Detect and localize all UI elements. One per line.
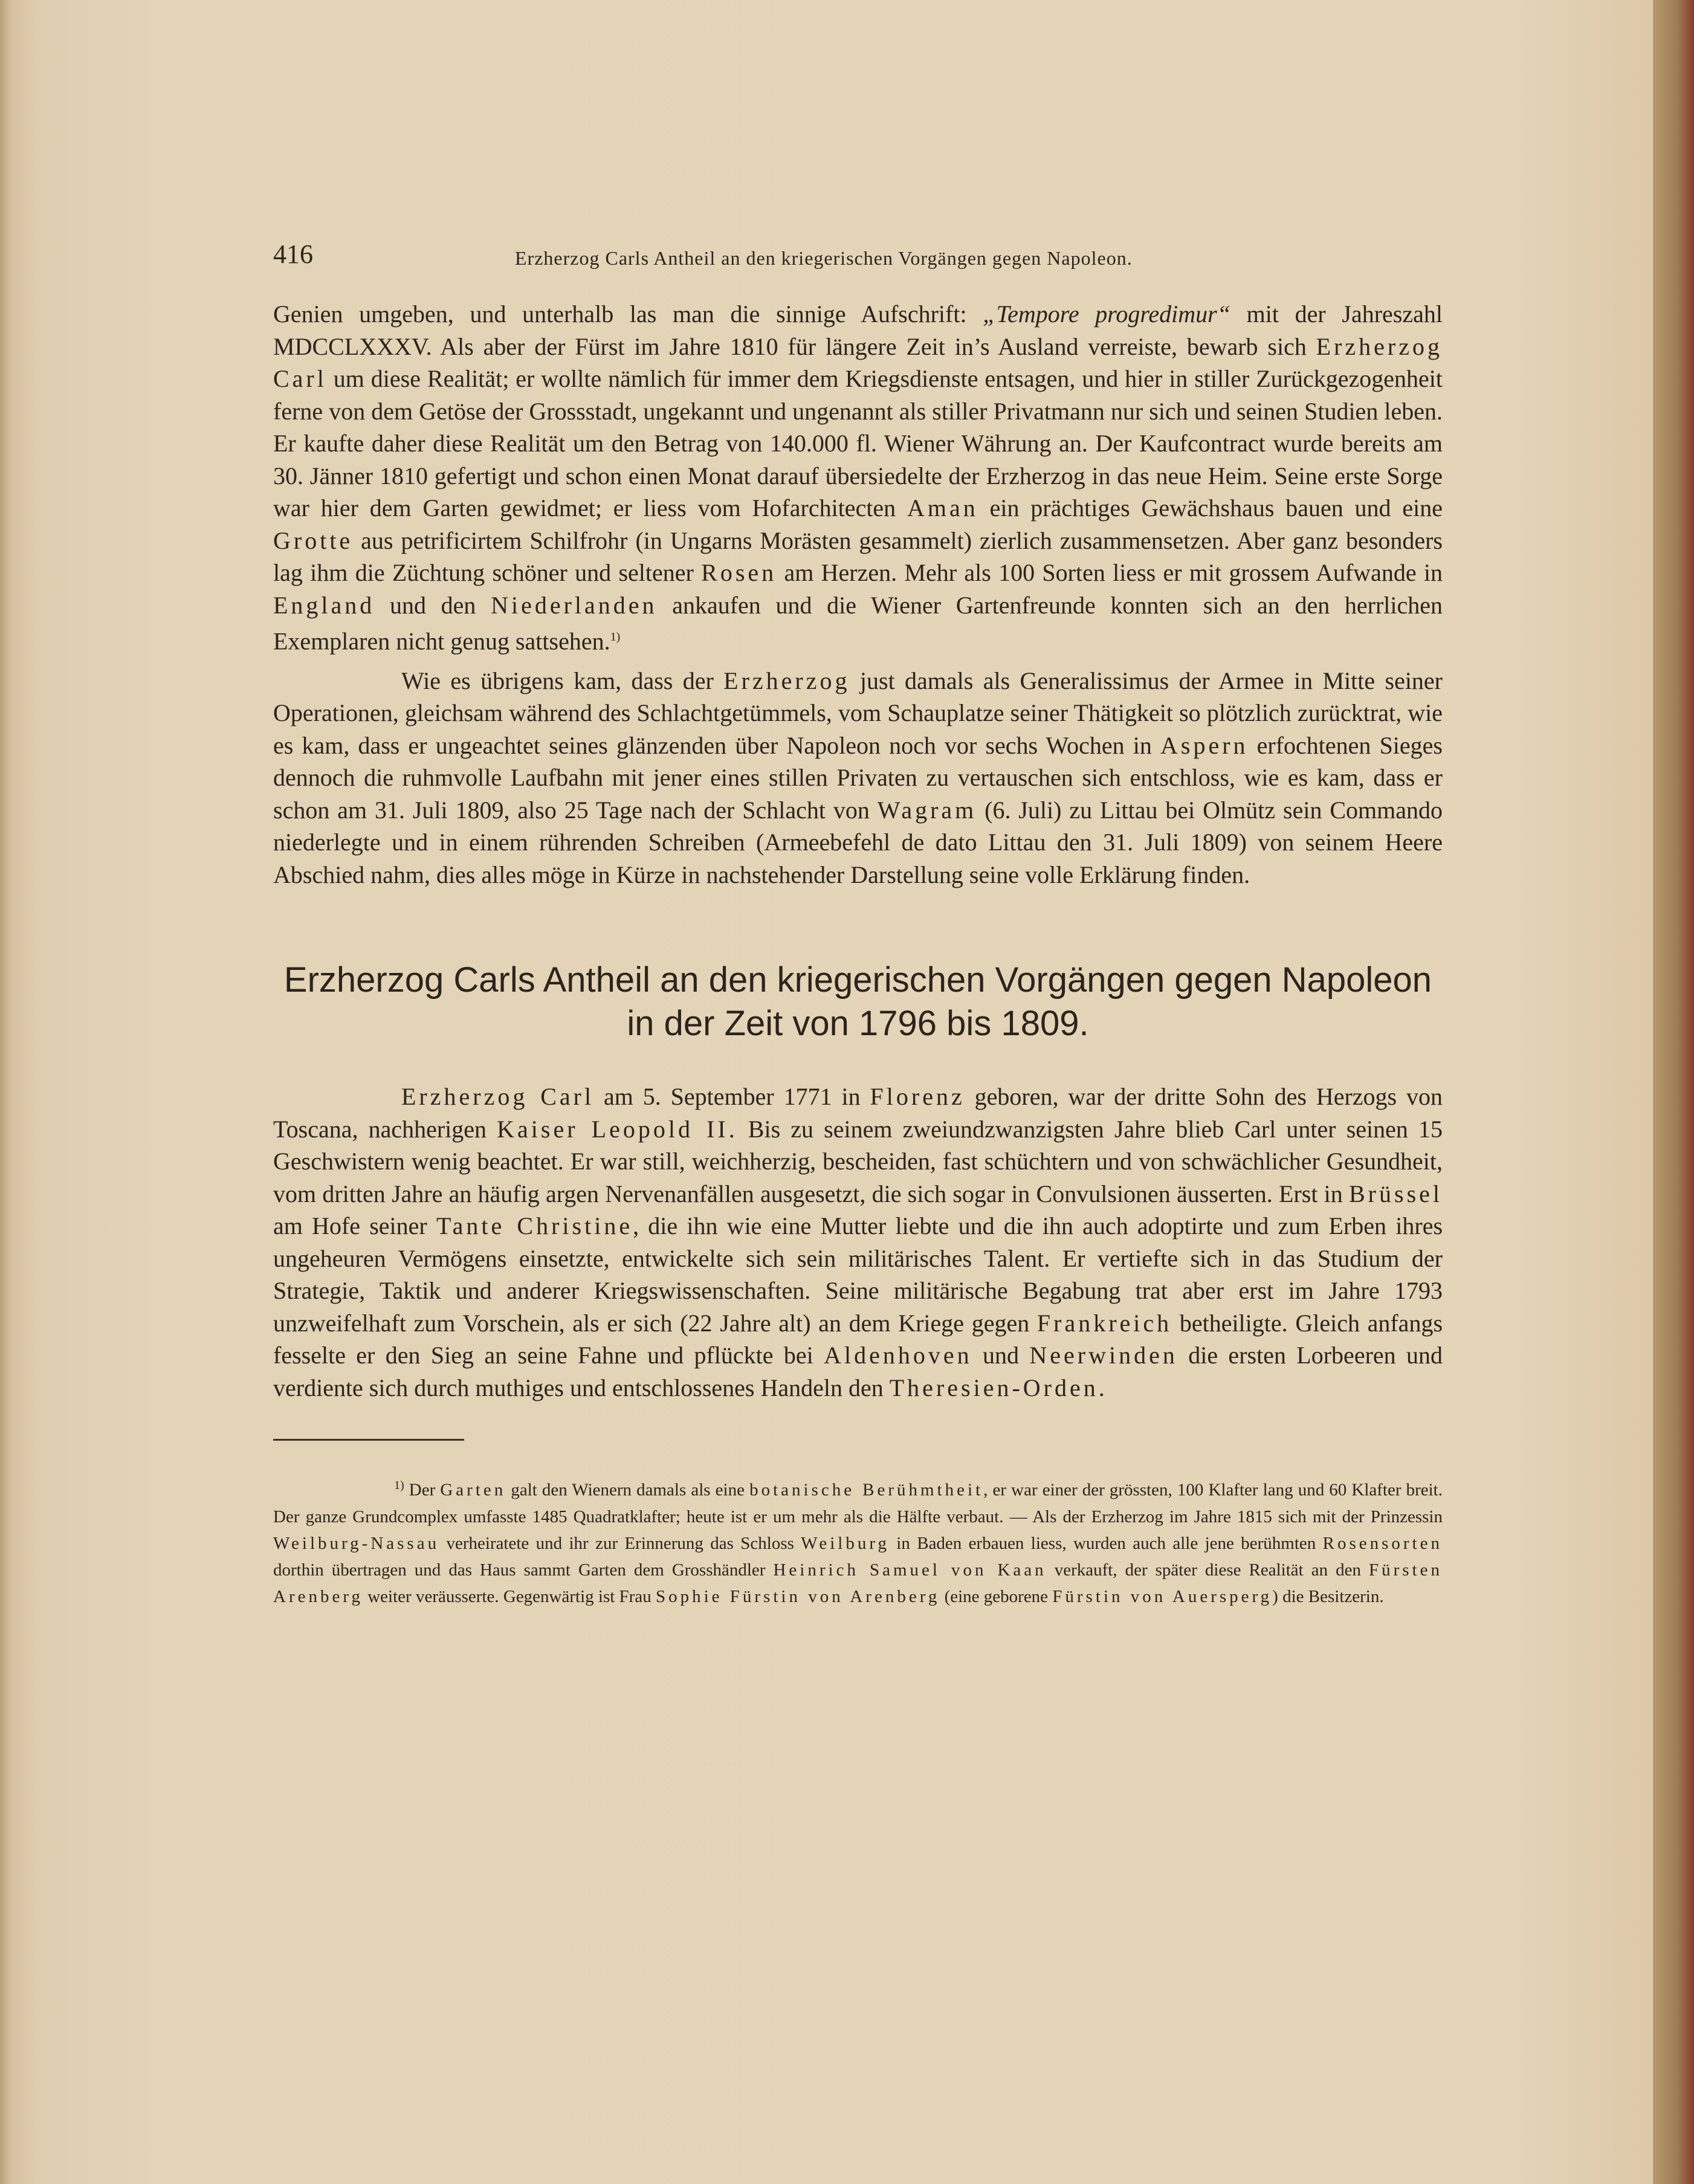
paragraph-biography: Erzherzog Carl am 5. September 1771 in Florenz geboren, war der dritte Sohn des Herzogs von Toscana, nachherigen Kaiser Leopold II. Bis zu seinem zweiundzwanzigsten Jahre blieb Carl unter seinen 15 Geschwistern wenig beachtet. Er war still, weichherzig, bescheiden, fast schüchtern und von schwächlicher Gesundheit, vom dritten Jahre an häufig argen Nervenanfällen ausgesetzt, die sich sogar in Convulsionen äusserten. Erst in Brüssel am Hofe seiner Tante Christine, die ihn wie eine Mutter liebte und die ihn auch adoptirte und zum Erben ihres ungeheuren Vermögens einsetzte, entwickelte sich sein militärisches Talent. Er vertiefte sich in das Studium der Strategie, Taktik und anderer Kriegswissenschaften. Seine militärische Begabung trat aber erst im Jahre 1793 unzweifelhaft zum Vorschein, als er sich (22 Jahre alt) an dem Kriege gegen Frankreich betheiligte. Gleich anfangs fesselte er den Sieg an seine Fahne und pflückte bei Aldenhoven und Neerwinden die ersten Lorbeeren und verdiente sich durch muthiges und entschlossenes Handeln den Theresien-Orden.: [273, 1083, 1443, 1401]
section-heading: Erzherzog Carls Antheil an den kriegerischen Vorgängen gegen Napoleon in der Zeit von 1796 bis 1809.: [283, 960, 1432, 1044]
running-head: [273, 239, 1443, 281]
page-content: [273, 239, 1443, 1610]
footnote: $^{1)}$ Der Garten galt den Wienern damals als eine botanische Berühmtheit, er war einer der grössten, 100 Klafter lang und 60 Klafter breit. Der ganze Grundcomplex umfasste 1485 Quadratklafter; heute ist er um mehr als die Hälfte verbaut. — Als der Erzherzog im Jahre 1815 sich mit der Prinzessin Weilburg-Nassau verheiratete und ihr zur Erinnerung das Schloss Weilburg in Baden erbauen liess, wurden auch alle jene berühmten Rosensorten dorthin übertragen und das Haus sammt Garten dem Grosshändler Heinrich Samuel von Kaan verkauft, der später diese Realität an den Fürsten Arenberg weiter veräusserte. Gegenwärtig ist Frau Sophie Fürstin von Arenberg (eine geborene Fürstin von Auersperg) die Besitzerin.: [273, 1479, 1443, 1606]
footnote-marker: 1): [394, 1479, 404, 1493]
running-title: Erzherzog Carls Antheil an den kriegerischen Vorgängen gegen Napoleon.: [515, 247, 1133, 269]
footnote-reference: 1): [610, 630, 621, 644]
motto: „Tempore progredimur“: [983, 300, 1230, 328]
page-edge-left: [0, 0, 11, 2184]
book-spine-right: [1653, 0, 1694, 2184]
paragraph-resignation: Wie es übrigens kam, dass der Erzherzog just damals als Generalissimus der Armee in Mitte seiner Operationen, gleichsam während des Schlachtgetümmels, vom Schauplatze seiner Thätigkeit so plötzlich zurücktrat, wie es kam, dass er ungeachtet seines glänzenden über Napoleon noch vor sechs Wochen in Aspern erfochtenen Sieges dennoch die ruhmvolle Laufbahn mit jener eines stillen Privaten zu vertauschen sich entschloss, wie es kam, dass er schon am 31. Juli 1809, also 25 Tage nach der Schlacht von Wagram (6. Juli) zu Littau bei Olmütz sein Commando niederlegte und in einem rührenden Schreiben (Armeebefehl de dato Littau den 31. Juli 1809) von seinem Heere Abschied nahm, dies alles möge in Kürze in nachstehender Darstellung seine volle Erklärung finden.: [273, 667, 1443, 888]
page-number: 416: [273, 239, 313, 269]
footnote-divider: [273, 1439, 464, 1441]
paragraph-garden: Genien umgeben, und unterhalb las man die sinnige Aufschrift: „Tempore progredimur“ mit der Jahreszahl MDCCLXXXV. Als aber der Fürst im Jahre 1810 für längere Zeit in’s Ausland verreiste, bewarb sich Erzherzog Carl um diese Realität; er wollte nämlich für immer dem Kriegsdienste entsagen, und hier in stiller Zurückgezogenheit ferne von dem Getöse der Grossstadt, ungekannt und ungenannt als stiller Privatmann nur sich und seinen Studien leben. Er kaufte daher diese Realität um den Betrag von 140.000 fl. Wiener Währung an. Der Kaufcontract wurde bereits am 30. Jänner 1810 gefertigt und schon einen Monat darauf übersiedelte der Erzherzog in das neue Heim. Seine erste Sorge war hier dem Garten gewidmet; er liess vom Hofarchitecten Aman ein prächtiges Gewächshaus bauen und eine Grotte aus petrificirtem Schilfrohr (in Ungarns Morästen gesammelt) zierlich zusammensetzen. Aber ganz besonders lag ihm die Züchtung schöner und seltener Rosen am Herzen. Mehr als 100 Sorten liess er mit grossem Aufwande in England und den Niederlanden ankaufen und die Wiener Gartenfreunde konnten sich an den herrlichen Exemplaren nicht genug sattsehen.$^{1)}$: [273, 300, 1443, 655]
